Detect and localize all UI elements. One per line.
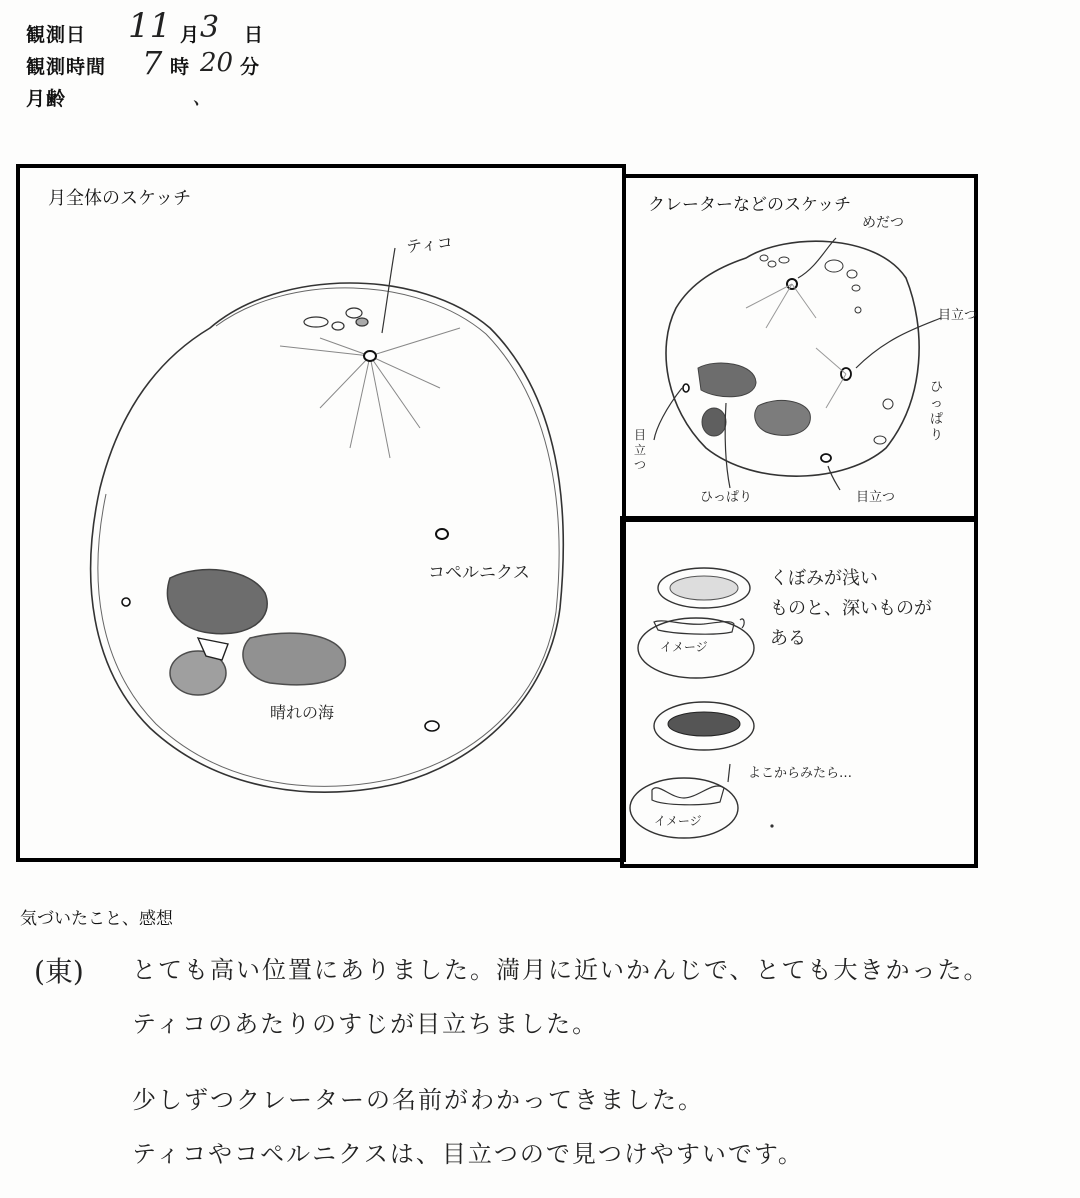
image-label-2: イメージ	[654, 814, 702, 828]
crater-sketch-title: クレーターなどのスケッチ	[648, 195, 852, 215]
hour-unit: 時	[170, 56, 191, 78]
time-minute: 20	[200, 48, 234, 78]
mare-label: 晴れの海	[270, 703, 335, 722]
minute-unit: 分	[240, 56, 261, 78]
label-stands-out-right: 目立つ	[938, 308, 978, 323]
depth-note-line-1: くぼみが浅い	[770, 568, 878, 589]
label-rays-bottom: ひっぱり	[700, 490, 753, 505]
tycho-rays	[280, 328, 460, 458]
image-label-1: イメージ	[660, 640, 708, 654]
age-label: 月齢	[26, 88, 67, 110]
copernicus-label: コペルニクス	[428, 563, 530, 583]
label-stands-out-left: 目立つ	[634, 428, 647, 472]
whole-moon-sketch	[20, 168, 622, 858]
mare-1	[167, 570, 267, 634]
day-unit: 日	[244, 24, 265, 46]
impression-line-3: 少しずつクレーターの名前がわかってきました。	[132, 1086, 704, 1114]
impression-line-2: ティコのあたりのすじが目立ちました。	[132, 1010, 599, 1038]
month-unit: 月	[180, 24, 201, 46]
depth-note-line-3: ある	[770, 628, 806, 649]
impressions-heading: 気づいたこと、感想	[20, 909, 173, 929]
depth-note-line-2: ものと、深いものが	[770, 598, 932, 619]
label-conspicuous-top: めだつ	[862, 215, 904, 231]
side-view-label: よこからみたら…	[748, 766, 853, 781]
tycho-label: ティコ	[405, 232, 454, 257]
date-day: 3	[200, 10, 220, 45]
depth-note	[770, 564, 932, 654]
impression-line-1: とても高い位置にありました。満月に近いかんじで、とても大きかった。	[132, 956, 990, 984]
time-label: 観測時間	[26, 56, 107, 78]
date-month: 11	[128, 6, 172, 46]
crater-sketch	[626, 178, 974, 518]
whole-moon-title: 月全体のスケッチ	[48, 188, 192, 209]
tycho-crater	[364, 351, 376, 361]
direction-note: (東)	[34, 955, 84, 988]
impression-line-4: ティコやコペルニクスは、目立つので見つけやすいです。	[132, 1140, 804, 1168]
age-value: 、	[192, 85, 215, 110]
time-hour: 7	[142, 44, 163, 82]
date-label: 観測日	[26, 24, 87, 46]
mare-serenitatis	[243, 633, 345, 685]
copernicus-crater	[436, 529, 448, 539]
label-rays-right: ひっぱり	[930, 380, 944, 443]
label-stands-out-bottom: 目立つ	[856, 490, 896, 505]
